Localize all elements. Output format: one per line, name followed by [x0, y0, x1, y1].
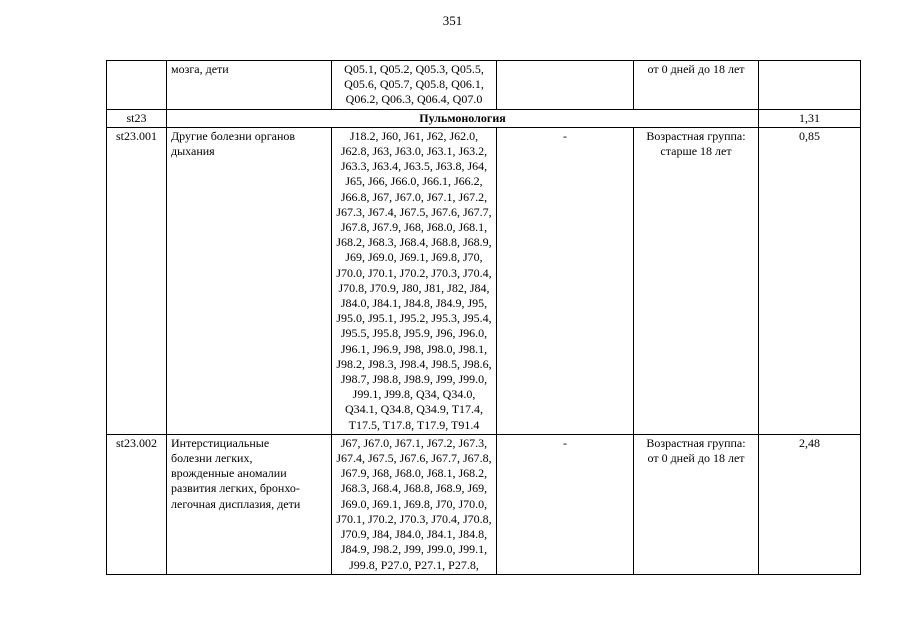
icd-codes-line: J67.8, J67.9, J68, J68.0, J68.1, — [340, 220, 488, 235]
icd-codes-line: J68.2, J68.3, J68.4, J68.8, J68.9, — [336, 235, 492, 250]
row-icd-codes-cell — [332, 127, 497, 434]
row-name-cell — [167, 434, 332, 574]
icd-codes-line: J98.2, J98.3, J98.4, J98.5, J98.6, — [336, 356, 492, 371]
row-name-line: болезни легких, — [171, 451, 253, 466]
icd-codes-line: Q05.6, Q05.7, Q05.8, Q06.1, — [344, 77, 484, 92]
icd-codes-line: J62.8, J63, J63.0, J63.1, J63.2, — [340, 144, 488, 159]
row-name-line: Интерстициальные — [171, 435, 270, 450]
icd-codes-line: J96.1, J96.9, J98, J98.0, J98.1, — [340, 341, 488, 356]
icd-codes-line: J84.9, J98.2, J99, J99.0, J99.1, — [340, 542, 488, 557]
icd-codes-line: J69.0, J69.1, J69.8, J70, J70.0, — [340, 496, 488, 511]
icd-codes-line: J63.3, J63.4, J63.5, J63.8, J64, — [340, 159, 488, 174]
icd-codes-line: J70.0, J70.1, J70.2, J70.3, J70.4, — [336, 265, 492, 280]
icd-codes-line: J70.1, J70.2, J70.3, J70.4, J70.8, — [336, 511, 492, 526]
criteria-line: Возрастная группа: — [646, 435, 746, 450]
row-name-line: мозга, дети — [171, 62, 229, 76]
row-coefficient-cell: 0,85 — [759, 127, 861, 434]
table-row — [107, 434, 861, 574]
section-row — [107, 109, 861, 127]
row-code-cell: st23.001 — [107, 127, 167, 434]
icd-codes-line: J99.8, P27.0, P27.1, P27.8, — [349, 557, 479, 572]
criteria-line: Возрастная группа: — [646, 128, 746, 143]
icd-codes-line: J67.3, J67.4, J67.5, J67.6, J67.7, — [336, 204, 492, 219]
row-coefficient-cell — [759, 61, 861, 110]
section-title: Пульмонология — [167, 109, 759, 127]
icd-codes-line: J95.5, J95.8, J95.9, J96, J96.0, — [340, 326, 488, 341]
icd-codes-line: Q05.1, Q05.2, Q05.3, Q05.5, — [344, 62, 484, 76]
criteria-line: от 0 дней до 18 лет — [647, 451, 745, 466]
row-name-line: развития легких, бронхо- — [171, 481, 300, 496]
row-code-cell — [107, 61, 167, 110]
row-icd-codes-cell — [332, 434, 497, 574]
row-criteria-cell — [634, 61, 759, 110]
icd-codes-line: Q34.1, Q34.8, Q34.9, T17.4, — [344, 402, 484, 417]
row-criteria-cell — [634, 127, 759, 434]
criteria-line: от 0 дней до 18 лет — [647, 62, 745, 76]
icd-codes-line: J65, J66, J66.0, J66.1, J66.2, — [345, 174, 483, 189]
row-icd-codes-cell — [332, 61, 497, 110]
row-name-line: дыхания — [171, 144, 215, 159]
icd-codes-line: Q06.2, Q06.3, Q06.4, Q07.0 — [345, 92, 483, 107]
icd-codes-line: J70.9, J84, J84.0, J84.1, J84.8, — [340, 527, 488, 542]
icd-codes-line: J68.3, J68.4, J68.8, J68.9, J69, — [340, 481, 488, 496]
page-number: 351 — [442, 13, 463, 28]
row-name-cell — [167, 127, 332, 434]
tariff-table — [106, 60, 861, 575]
icd-codes-line: T17.5, T17.8, T17.9, T91.4 — [348, 417, 480, 432]
icd-codes-line: J67.9, J68, J68.0, J68.1, J68.2, — [340, 466, 488, 481]
section-coefficient: 1,31 — [759, 109, 861, 127]
icd-codes-line: J98.7, J98.8, J98.9, J99, J99.0, — [340, 372, 488, 387]
table-body — [107, 61, 861, 575]
row-name-line: врожденные аномалии — [171, 466, 287, 481]
section-code-cell: st23 — [107, 109, 167, 127]
row-criteria-cell — [634, 434, 759, 574]
icd-codes-line: J95.0, J95.1, J95.2, J95.3, J95.4, — [336, 311, 492, 326]
icd-codes-line: J67.4, J67.5, J67.6, J67.7, J67.8, — [336, 451, 492, 466]
icd-codes-line: J84.0, J84.1, J84.8, J84.9, J95, — [340, 296, 488, 311]
table-row — [107, 61, 861, 110]
row-code-cell: st23.002 — [107, 434, 167, 574]
icd-codes-line: J66.8, J67, J67.0, J67.1, J67.2, — [340, 189, 488, 204]
icd-codes-line: J18.2, J60, J61, J62, J62.0, — [349, 128, 479, 143]
row-name-line: Другие болезни органов — [171, 128, 296, 143]
icd-codes-line: J69, J69.0, J69.1, J69.8, J70, — [345, 250, 483, 265]
row-name-cell — [167, 61, 332, 110]
icd-codes-line: J67, J67.0, J67.1, J67.2, J67.3, — [340, 435, 488, 450]
table-row — [107, 127, 861, 434]
row-name-line: легочная дисплазия, дети — [171, 496, 301, 511]
icd-codes-line: J99.1, J99.8, Q34, Q34.0, — [352, 387, 476, 402]
row-extra-cell: - — [497, 127, 634, 434]
row-coefficient-cell: 2,48 — [759, 434, 861, 574]
criteria-line: старше 18 лет — [660, 144, 732, 159]
icd-codes-line: J70.8, J70.9, J80, J81, J82, J84, — [338, 280, 490, 295]
row-extra-cell — [497, 61, 634, 110]
row-extra-cell: - — [497, 434, 634, 574]
